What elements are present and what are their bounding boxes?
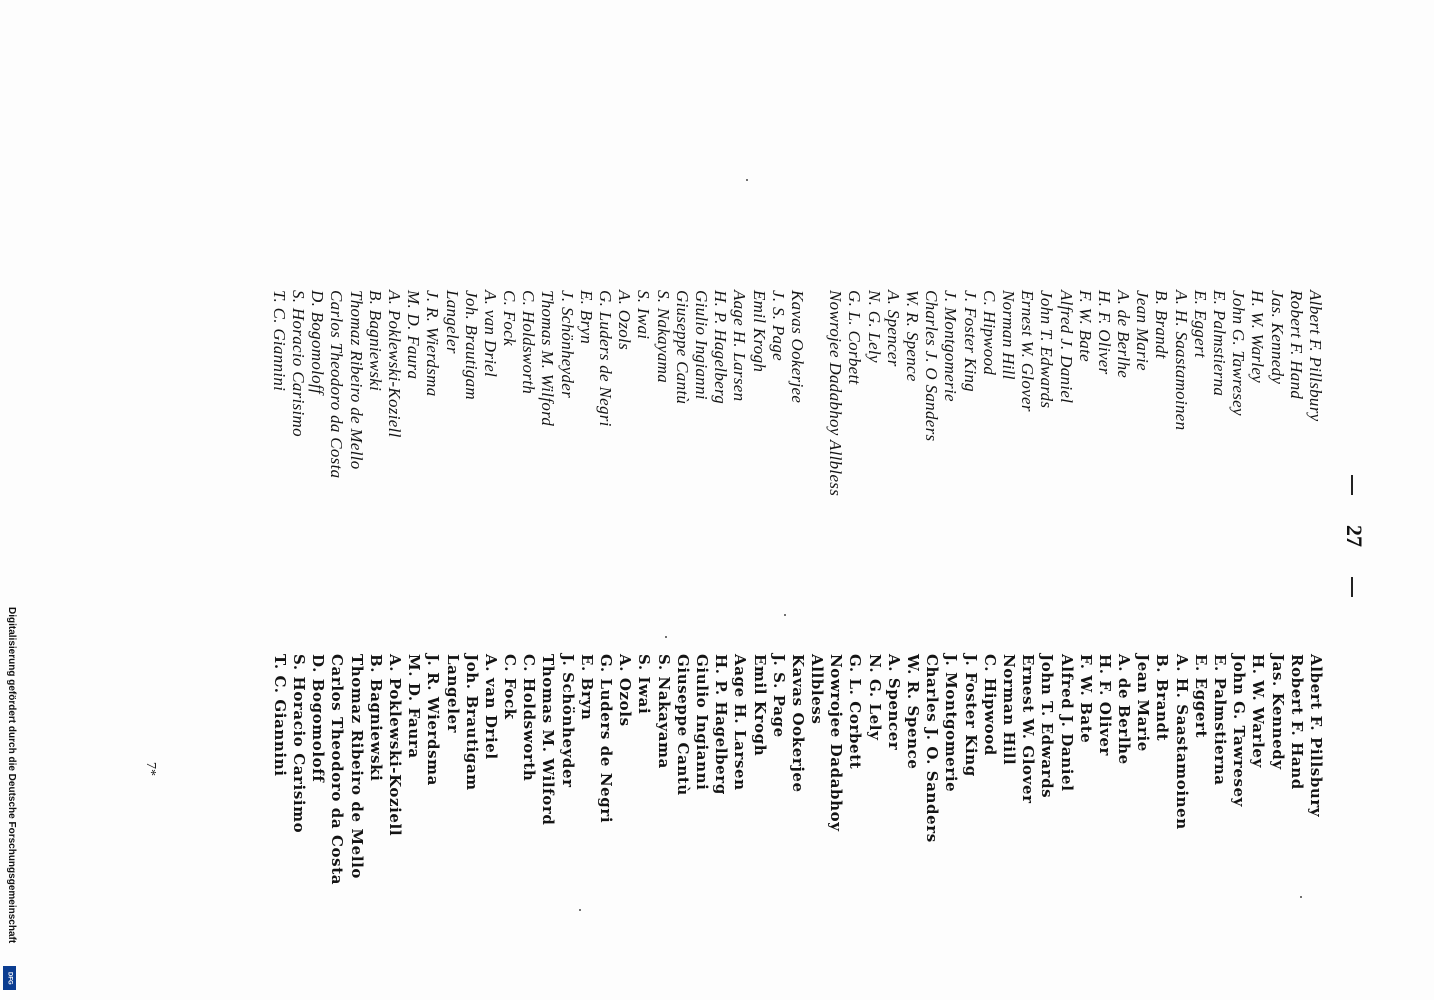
gothic-name-entry: Allbless [808, 654, 827, 725]
gothic-name-entry: T. C. Giannini [270, 654, 289, 777]
name-entry: Joh. Brautigam [461, 290, 481, 400]
name-entry: Robert F. Hand [1286, 290, 1306, 400]
gothic-name-entry: A. Spencer [884, 654, 903, 751]
name-entry: A. Ozols [615, 290, 635, 351]
name-entry: A. de Berlhe [1114, 290, 1134, 379]
name-entry: John T. Edwards [1037, 290, 1057, 409]
name-entry: Langeler [442, 290, 462, 354]
gothic-name-entry: Alfred J. Daniel [1057, 654, 1076, 792]
gothic-name-entry: E. Bryn [577, 654, 596, 721]
gothic-name-entry: John T. Edwards [1038, 654, 1057, 799]
gothic-name-entry: B. Brandt [1153, 654, 1172, 742]
name-entry: J. Montgomerie [941, 290, 961, 402]
header-dash-left [1351, 475, 1353, 495]
group-spacer [807, 290, 826, 496]
name-entry: J. R. Wierdsma [423, 290, 443, 397]
name-entry: J. S. Page [768, 290, 788, 361]
gothic-name-entry: Jean Marie [1134, 654, 1153, 752]
gothic-name-entry: Kavas Ookerjee [788, 654, 807, 793]
name-entry: Norman Hill [999, 290, 1018, 380]
gothic-name-entry: G. L. Corbett [846, 654, 865, 770]
gothic-name-entry: S. Iwai [635, 654, 654, 715]
name-entry: F. W. Bate [1075, 290, 1095, 362]
gothic-name-entry: J. S. Page [769, 654, 788, 738]
scan-speck [665, 636, 667, 638]
gothic-name-entry: A. de Berlhe [1115, 654, 1134, 765]
name-entry: Aage H. Larsen [730, 290, 750, 402]
scan-speck [746, 179, 748, 181]
name-entry: A. van Driel [480, 290, 500, 378]
name-entry: Jas. Kennedy [1267, 290, 1287, 385]
gothic-name-entry: J. Foster King [961, 654, 980, 777]
name-entry: Charles J. O Sanders [922, 290, 942, 442]
name-entry: D. Bogomoloff [308, 290, 328, 395]
gothic-name-entry: Emil Krogh [750, 654, 769, 757]
signature-mark: 7* [143, 762, 158, 776]
gothic-name-entry: A. Ozols [616, 654, 635, 727]
page-number: 27 [1342, 525, 1367, 547]
name-entry: Carlos Theodoro da Costa [327, 290, 347, 479]
gothic-name-entry: H. F. Oliver [1095, 654, 1114, 757]
name-entry: N. G. Lely [864, 290, 884, 363]
gothic-name-entry: N. G. Lely [865, 654, 884, 741]
gothic-name-entry: D. Bogomoloff [309, 654, 328, 783]
gothic-name-entry: C. Hipwood [980, 654, 999, 756]
gothic-name-entry: A. Poklewski-Koziell [386, 654, 404, 837]
name-entry: Thomaz Ribeiro de Mello [346, 290, 366, 470]
name-entry: Kavas Ookerjee [787, 290, 807, 404]
gothic-name-entry: Jas. Kennedy [1268, 654, 1287, 770]
name-entry: H. W. Warley [1248, 290, 1268, 384]
name-entry: B. Bagniewski [365, 290, 385, 392]
name-entry: A. H. Saastamoinen [1171, 290, 1191, 431]
name-entry: Emil Krogh [749, 290, 769, 373]
name-entry: J. Schönheyder [557, 290, 577, 399]
gothic-name-entry: S. Nakayama [654, 654, 673, 769]
gothic-name-entry: Thomas M. Wilford [539, 654, 558, 826]
gothic-name-entry: W. R. Spence [904, 654, 923, 770]
header-dash-right [1351, 577, 1353, 597]
gothic-name-entry: Aage H. Larsen [731, 654, 750, 791]
name-entry: C. Hipwood [979, 290, 999, 376]
name-entry: E. Bryn [576, 290, 596, 345]
gothic-name-entry: John G. Tawresey [1230, 654, 1249, 807]
name-entry: H. P. Hagelberg [711, 290, 731, 405]
name-entry: G. Luders de Negri [596, 290, 616, 427]
name-entry: S. Iwai [634, 290, 654, 340]
gothic-name-entry: J. R. Wierdsma [424, 654, 443, 786]
gothic-name-entry: Joh. Brautigam [462, 654, 481, 791]
name-entry: S. Nakayama [653, 290, 673, 384]
gothic-name-entry: Nowrojee Dadabhoy [827, 654, 846, 832]
gothic-name-entry: M. D. Faura [405, 654, 424, 759]
name-entry: B. Brandt [1152, 290, 1172, 359]
gothic-name-entry: E. Eggert [1191, 654, 1210, 739]
name-entry: Alfred J. Daniel [1056, 290, 1076, 404]
name-entry: Giuseppe Cantù [672, 290, 692, 405]
gothic-name-entry: C. Holdsworth [520, 654, 539, 782]
gothic-name-entry: Thomaz Ribeiro de Mello [347, 654, 366, 880]
gothic-name-entry: H. P. Hagelberg [712, 654, 731, 795]
name-entry: E. Palmstierna [1210, 290, 1230, 397]
name-entry: J. Foster King [960, 290, 980, 392]
gothic-name-entry: J. Montgomerie [942, 654, 961, 793]
gothic-name-entry: C. Fock [501, 654, 520, 720]
gothic-name-entry: G. Luders de Negri [597, 654, 616, 824]
italic-name-column [270, 290, 1325, 496]
name-entry: Jean Marie [1133, 290, 1153, 371]
dfg-logo: DFG [3, 966, 16, 990]
gothic-name-entry: Giuseppe Cantù [673, 654, 692, 796]
name-entry: G. L. Corbett [845, 290, 865, 385]
gothic-name-entry: B. Bagniewski [366, 654, 385, 782]
name-entry: M. D. Faura [404, 290, 424, 380]
gothic-name-entry: S. Horacio Carisimo [290, 654, 309, 834]
gothic-name-entry: Giulio Ingianni [693, 654, 711, 791]
gothic-name-entry: Charles J. O. Sanders [923, 654, 942, 843]
name-entry: H. F. Oliver [1094, 290, 1114, 375]
name-entry: A. Spencer [883, 290, 903, 367]
scan-speck [784, 614, 786, 616]
name-entry: A. Poklewski-Koziell [385, 290, 404, 438]
name-entry: E. Eggert [1190, 290, 1210, 358]
gothic-name-entry: Robert F. Hand [1287, 654, 1306, 790]
gothic-name-entry: H. W. Warley [1249, 654, 1268, 768]
name-entry: John G. Tawresey [1229, 290, 1249, 416]
name-entry: W. R. Spence [903, 290, 923, 382]
name-entry: C. Holdsworth [519, 290, 539, 395]
scan-speck [1300, 896, 1302, 898]
gothic-name-entry: Ernest W. Glover [1019, 654, 1038, 804]
gothic-name-entry: A. H. Saastamoinen [1172, 654, 1191, 830]
gothic-name-entry: Carlos Theodoro da Costa [328, 654, 347, 886]
gothic-name-entry: Albert F. Pillsbury [1307, 654, 1325, 818]
name-entry: Ernest W. Glover [1018, 290, 1038, 412]
name-entry: Albert F. Pillsbury [1306, 290, 1325, 422]
digitization-credit: Digitalisierung gefördert durch die Deutsche Forschungsgemeinschaft [6, 607, 17, 944]
page-header [1341, 445, 1367, 627]
name-entry: S. Horacio Carisimo [289, 290, 309, 437]
gothic-name-entry: J. Schönheyder [558, 654, 577, 788]
gothic-name-entry: Norman Hill [1000, 654, 1018, 766]
gothic-name-entry: F. W. Bate [1076, 654, 1095, 744]
name-entry: Thomas M. Wilford [538, 290, 558, 427]
name-entry: Giulio Ingianni [692, 290, 711, 400]
name-entry: C. Fock [500, 290, 520, 346]
name-entry: T. C. Giannini [269, 290, 289, 392]
gothic-name-entry: E. Palmstierna [1211, 654, 1230, 786]
scan-speck [579, 909, 581, 911]
gothic-name-column [270, 654, 1325, 885]
gothic-name-entry: Langeler [443, 654, 462, 734]
gothic-name-entry: A. van Driel [481, 654, 500, 760]
name-entry: Nowrojee Dadabhoy Allbless [826, 290, 846, 497]
